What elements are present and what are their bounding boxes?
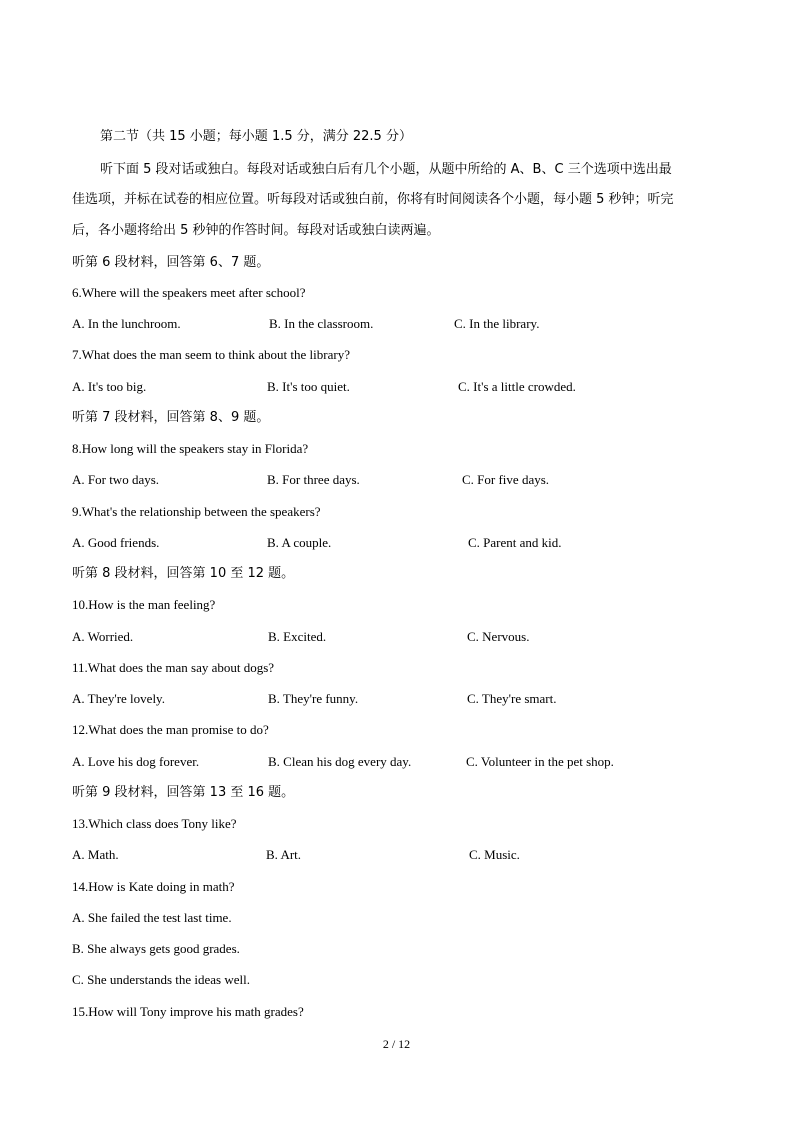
q9-option-c: C. Parent and kid. <box>468 535 562 550</box>
question-14: 14.How is Kate doing in math? <box>72 879 235 894</box>
question-13: 13.Which class does Tony like? <box>72 816 237 831</box>
question-9: 9.What's the relationship between the speakers? <box>72 504 321 519</box>
q12-option-a: A. Love his dog forever. <box>72 754 200 769</box>
q7-option-a: A. It's too big. <box>72 379 147 394</box>
q11-option-b: B. They're funny. <box>268 691 359 706</box>
q14-option-b: B. She always gets good grades. <box>72 941 240 956</box>
material-header-9: 听第 9 段材料，回答第 13 至 16 题。 <box>72 785 295 800</box>
q13-option-a: A. Math. <box>72 847 119 862</box>
q6-option-c: C. In the library. <box>454 316 540 331</box>
question-11: 11.What does the man say about dogs? <box>72 660 275 675</box>
q11-option-a: A. They're lovely. <box>72 691 165 706</box>
q10-option-c: C. Nervous. <box>467 629 530 644</box>
q11-option-c: C. They're smart. <box>467 691 557 706</box>
material-header-6: 听第 6 段材料，回答第 6、7 题。 <box>72 255 270 270</box>
q8-option-b: B. For three days. <box>267 472 360 487</box>
q8-option-c: C. For five days. <box>462 472 550 487</box>
q13-option-b: B. Art. <box>266 847 302 862</box>
q10-option-a: A. Worried. <box>72 629 134 644</box>
page-number: 2 / 12 <box>382 1037 411 1051</box>
q12-option-c: C. Volunteer in the pet shop. <box>466 754 614 769</box>
instructions-line-2: 佳选项，并标在试卷的相应位置。听每段对话或独白前，你将有时间阅读各个小题，每小题 5 秒钟；听完 <box>72 192 674 207</box>
q8-option-a: A. For two days. <box>72 472 160 487</box>
q9-option-b: B. A couple. <box>267 535 332 550</box>
question-15: 15.How will Tony improve his math grades? <box>72 1004 304 1019</box>
q14-option-c: C. She understands the ideas well. <box>72 972 250 987</box>
material-header-7: 听第 7 段材料，回答第 8、9 题。 <box>72 410 270 425</box>
question-12: 12.What does the man promise to do? <box>72 722 269 737</box>
q6-option-a: A. In the lunchroom. <box>72 316 181 331</box>
question-10: 10.How is the man feeling? <box>72 597 216 612</box>
section-title: 第二节（共 15 小题；每小题 1.5 分，满分 22.5 分） <box>100 129 412 144</box>
q6-option-b: B. In the classroom. <box>269 316 374 331</box>
instructions-line-3: 后，各小题将给出 5 秒钟的作答时间。每段对话或独白读两遍。 <box>72 223 440 238</box>
material-header-8: 听第 8 段材料，回答第 10 至 12 题。 <box>72 566 295 581</box>
question-7: 7.What does the man seem to think about the library? <box>72 347 350 362</box>
q12-option-b: B. Clean his dog every day. <box>268 754 412 769</box>
instructions-line-1: 听下面 5 段对话或独白。每段对话或独白后有几个小题，从题中所给的 A、B、C 三个选项中选出最 <box>100 162 672 177</box>
q7-option-c: C. It's a little crowded. <box>458 379 576 394</box>
q7-option-b: B. It's too quiet. <box>267 379 350 394</box>
q13-option-c: C. Music. <box>469 847 520 862</box>
q9-option-a: A. Good friends. <box>72 535 160 550</box>
q14-option-a: A. She failed the test last time. <box>72 910 232 925</box>
question-8: 8.How long will the speakers stay in Florida? <box>72 441 309 456</box>
question-6: 6.Where will the speakers meet after school? <box>72 285 306 300</box>
q10-option-b: B. Excited. <box>268 629 327 644</box>
